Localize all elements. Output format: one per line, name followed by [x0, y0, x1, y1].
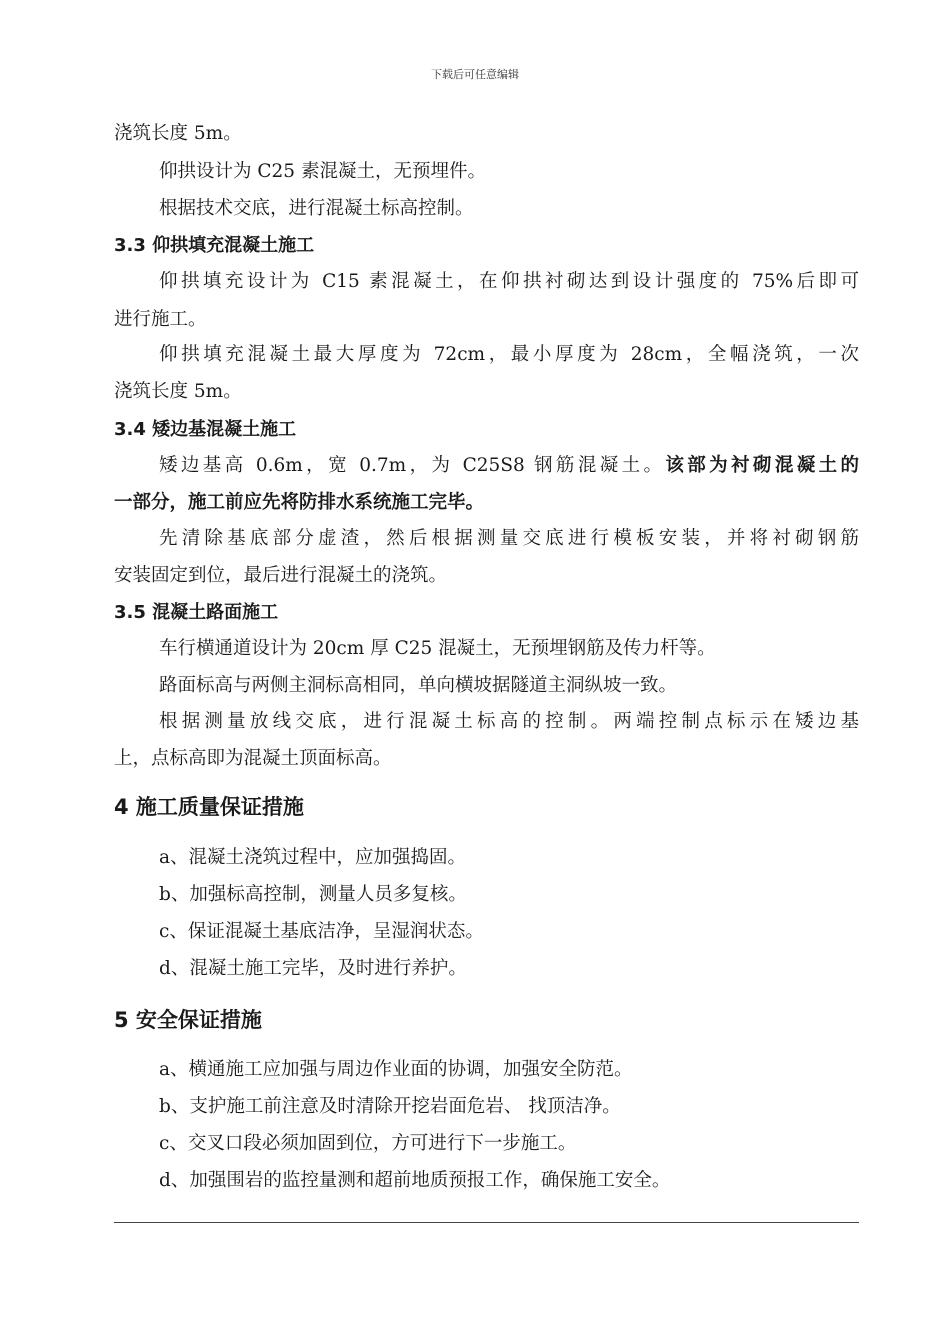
list-item: b、加强标高控制，测量人员多复核。	[159, 884, 467, 905]
section-heading-3-4: 3.4 矮边基混凝土施工	[114, 419, 297, 440]
section-heading-3-5: 3.5 混凝土路面施工	[114, 602, 279, 623]
paragraph-text: 矮边基高 0.6m，宽 0.7m，为 C25S8 钢筋混凝土。	[159, 455, 666, 476]
emphasis-text: 该部为衬砌混凝土的	[665, 455, 859, 476]
list-item: c、保证混凝土基底洁净，呈湿润状态。	[159, 921, 484, 942]
page-header: 下载后可任意编辑	[431, 68, 519, 81]
section-heading-4: 4 施工质量保证措施	[114, 795, 304, 819]
footer-rule	[114, 1222, 859, 1223]
list-item: d、加强围岩的监控量测和超前地质预报工作，确保施工安全。	[159, 1170, 671, 1191]
emphasis-paragraph: 一部分，施工前应先将防排水系统施工完毕。	[114, 492, 485, 513]
paragraph: 上，点标高即为混凝土顶面标高。	[114, 748, 392, 769]
section-heading-5: 5 安全保证措施	[114, 1008, 262, 1032]
paragraph: 先清除基底部分虚渣，然后根据测量交底进行模板安装，并将衬砌钢筋	[159, 528, 859, 549]
paragraph: 根据技术交底，进行混凝土标高控制。	[159, 198, 474, 219]
paragraph: 根据测量放线交底，进行混凝土标高的控制。两端控制点标示在矮边基	[159, 711, 859, 732]
section-heading-3-3: 3.3 仰拱填充混凝土施工	[114, 235, 315, 256]
list-item: a、横通施工应加强与周边作业面的协调，加强安全防范。	[159, 1059, 633, 1080]
list-item: c、交叉口段必须加固到位，方可进行下一步施工。	[159, 1133, 577, 1154]
paragraph: 车行横通道设计为 20cm 厚 C25 混凝土，无预埋钢筋及传力杆等。	[159, 638, 716, 659]
paragraph: 浇筑长度 5m。	[114, 381, 242, 402]
paragraph: 安装固定到位，最后进行混凝土的浇筑。	[114, 565, 448, 586]
paragraph: 仰拱填充混凝土最大厚度为 72cm，最小厚度为 28cm，全幅浇筑，一次	[159, 344, 859, 365]
paragraph: 仰拱填充设计为 C15 素混凝土，在仰拱衬砌达到设计强度的 75%后即可	[159, 271, 859, 292]
paragraph: 仰拱设计为 C25 素混凝土，无预埋件。	[159, 161, 486, 182]
paragraph: 进行施工。	[114, 309, 207, 330]
list-item: d、混凝土施工完毕，及时进行养护。	[159, 958, 467, 979]
list-item: b、支护施工前注意及时清除开挖岩面危岩、 找顶洁净。	[159, 1096, 621, 1117]
paragraph: 路面标高与两侧主洞标高相同，单向横坡据隧道主洞纵坡一致。	[159, 675, 678, 696]
paragraph	[159, 454, 859, 478]
paragraph: 浇筑长度 5m。	[114, 123, 242, 144]
list-item: a、混凝土浇筑过程中，应加强捣固。	[159, 847, 467, 868]
